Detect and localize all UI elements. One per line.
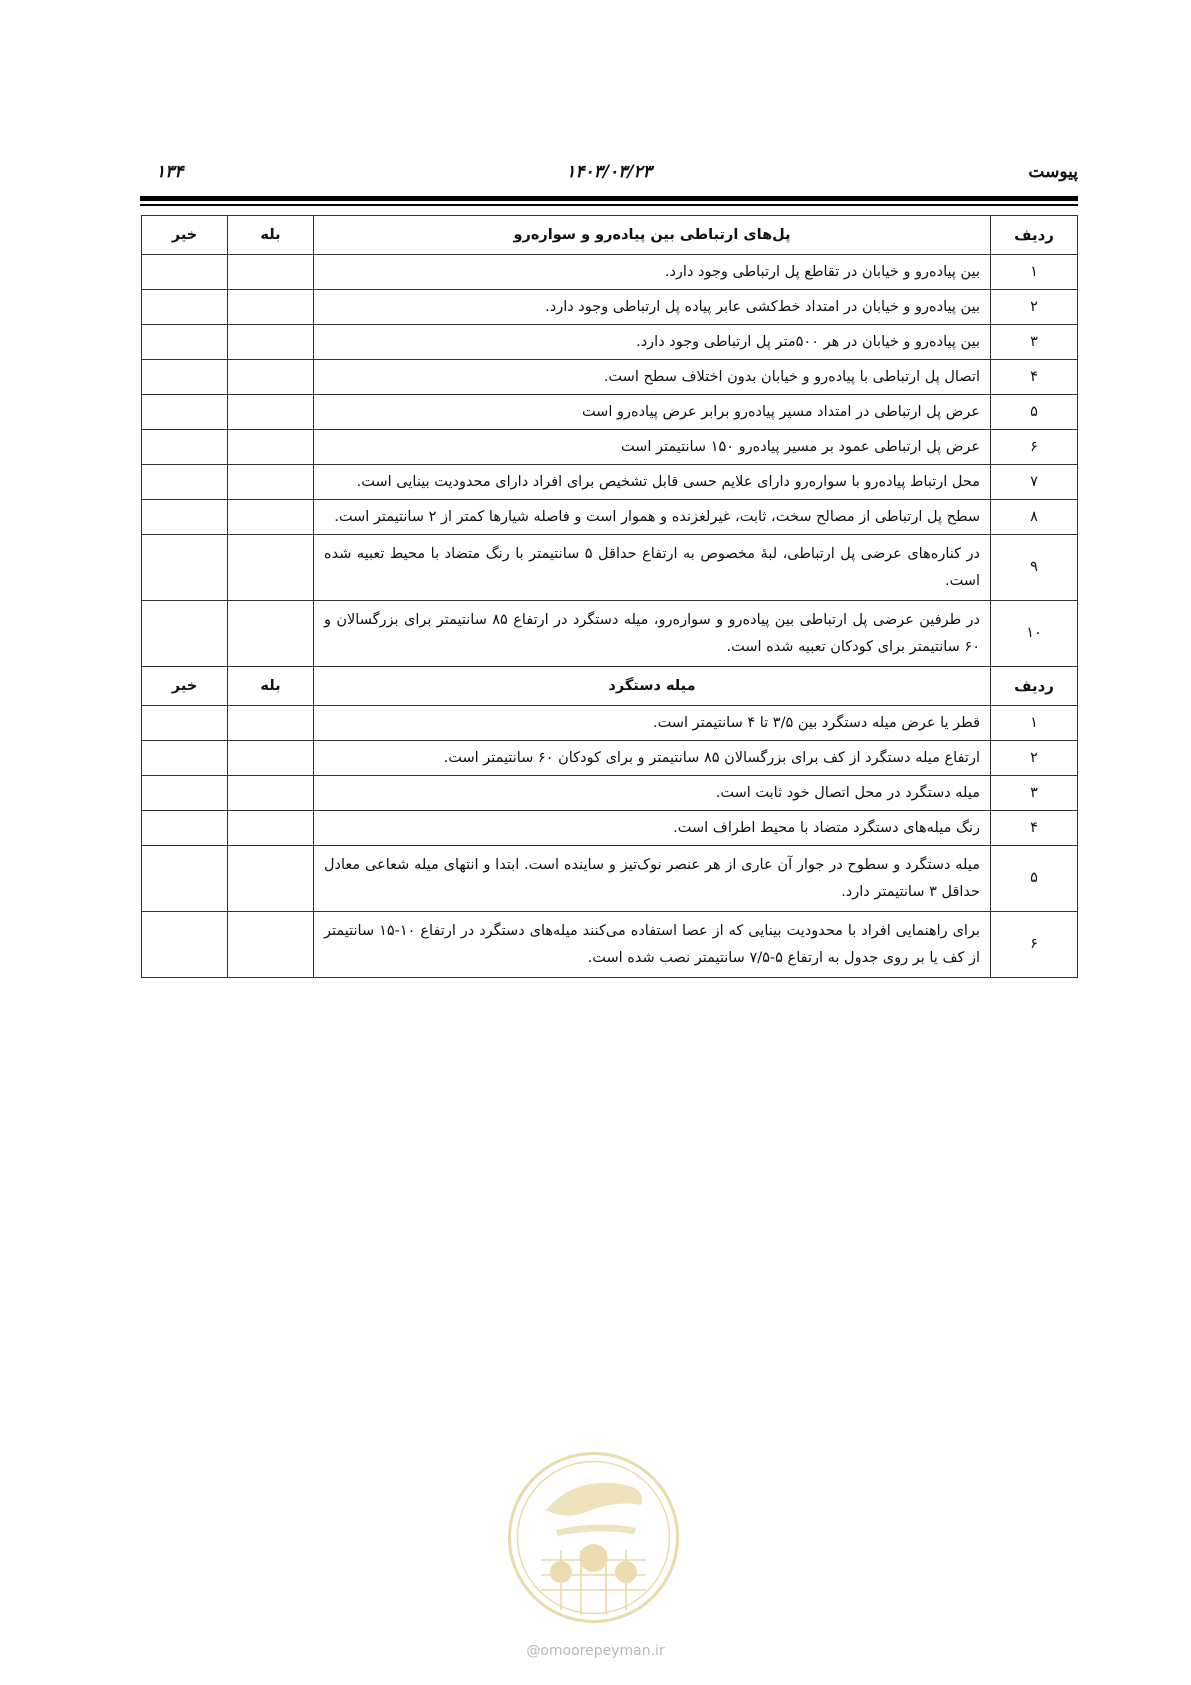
no-cell[interactable] — [142, 395, 228, 430]
row-text: برای راهنمایی افراد با محدودیت بینایی که از عصا استفاده می‌کنند میله‌های دستگرد در ارتفاع ۱۰-۱۵ سانتیمتر از کف یا بر روی جدول به ارتفاع ۵-۷/۵ سانتیمتر نصب شده است. — [314, 912, 991, 978]
table1-header-row — [142, 216, 1078, 255]
table1-header-title: پل‌های ارتباطی بین پیاده‌رو و سواره‌رو — [314, 216, 991, 255]
no-cell[interactable] — [142, 776, 228, 811]
yes-cell[interactable] — [228, 465, 314, 500]
no-cell[interactable] — [142, 741, 228, 776]
row-text: اتصال پل ارتباطی با پیاده‌رو و خیابان بدون اختلاف سطح است. — [314, 360, 991, 395]
watermark-logo — [506, 1450, 681, 1625]
no-cell[interactable] — [142, 430, 228, 465]
no-cell[interactable] — [142, 535, 228, 601]
yes-cell[interactable] — [228, 601, 314, 667]
yes-cell[interactable] — [228, 395, 314, 430]
row-text: میله دستگرد در محل اتصال خود ثابت است. — [314, 776, 991, 811]
row-number: ۵ — [991, 846, 1078, 912]
no-cell[interactable] — [142, 325, 228, 360]
yes-cell[interactable] — [228, 360, 314, 395]
table-row — [142, 776, 1078, 811]
no-cell[interactable] — [142, 912, 228, 978]
row-number: ۲ — [991, 290, 1078, 325]
no-cell[interactable] — [142, 706, 228, 741]
table2-header-row — [142, 667, 1078, 706]
row-text: بین پیاده‌رو و خیابان در امتداد خط‌کشی عابر پیاده پل ارتباطی وجود دارد. — [314, 290, 991, 325]
row-text: بین پیاده‌رو و خیابان در هر ۵۰۰متر پل ارتباطی وجود دارد. — [314, 325, 991, 360]
row-number: ۶ — [991, 912, 1078, 978]
row-text: میله دستگرد و سطوح در جوار آن عاری از هر عنصر نوک‌تیز و ساینده است. ابتدا و انتهای میله شعاعی معادل حداقل ۳ سانتیمتر دارد. — [314, 846, 991, 912]
table-row — [142, 465, 1078, 500]
row-text: سطح پل ارتباطی از مصالح سخت، ثابت، غیرلغزنده و هموار است و فاصله شیارها کمتر از ۲ سانتیمتر است. — [314, 500, 991, 535]
checklist-table — [141, 215, 1078, 978]
no-cell[interactable] — [142, 255, 228, 290]
no-cell[interactable] — [142, 601, 228, 667]
yes-cell[interactable] — [228, 776, 314, 811]
watermark-site: @omoorepeyman.ir — [526, 1643, 665, 1659]
table1-header-num: ردیف — [991, 216, 1078, 255]
no-cell[interactable] — [142, 846, 228, 912]
table-row — [142, 706, 1078, 741]
row-number: ۱۰ — [991, 601, 1078, 667]
yes-cell[interactable] — [228, 290, 314, 325]
yes-cell[interactable] — [228, 912, 314, 978]
yes-cell[interactable] — [228, 811, 314, 846]
table-row — [142, 811, 1078, 846]
table1-header-yes: بله — [228, 216, 314, 255]
table-row — [142, 255, 1078, 290]
row-number: ۹ — [991, 535, 1078, 601]
row-text: در کناره‌های عرضی پل ارتباطی، لبۀ مخصوص به ارتفاع حداقل ۵ سانتیمتر با رنگ متضاد با محیط تعبیه شده است. — [314, 535, 991, 601]
table-row — [142, 430, 1078, 465]
row-number: ۷ — [991, 465, 1078, 500]
row-number: ۴ — [991, 360, 1078, 395]
row-text: عرض پل ارتباطی عمود بر مسیر پیاده‌رو ۱۵۰ سانتیمتر است — [314, 430, 991, 465]
table-row — [142, 912, 1078, 978]
yes-cell[interactable] — [228, 846, 314, 912]
no-cell[interactable] — [142, 360, 228, 395]
yes-cell[interactable] — [228, 255, 314, 290]
row-text: بین پیاده‌رو و خیابان در تقاطع پل ارتباطی وجود دارد. — [314, 255, 991, 290]
yes-cell[interactable] — [228, 500, 314, 535]
no-cell[interactable] — [142, 465, 228, 500]
table2-header-yes: بله — [228, 667, 314, 706]
yes-cell[interactable] — [228, 741, 314, 776]
row-number: ۶ — [991, 430, 1078, 465]
table-row — [142, 741, 1078, 776]
table-row — [142, 535, 1078, 601]
no-cell[interactable] — [142, 811, 228, 846]
table-row — [142, 360, 1078, 395]
row-number: ۳ — [991, 776, 1078, 811]
table1-header-no: خیر — [142, 216, 228, 255]
page-header — [140, 158, 1078, 188]
row-text: در طرفین عرضی پل ارتباطی بین پیاده‌رو و سواره‌رو، میله دستگرد در ارتفاع ۸۵ سانتیمتر برای بزرگسالان و ۶۰ سانتیمتر برای کودکان تعبیه شده است. — [314, 601, 991, 667]
table-row — [142, 325, 1078, 360]
table-row — [142, 290, 1078, 325]
row-number: ۳ — [991, 325, 1078, 360]
header-rule-thick — [140, 196, 1078, 201]
page-number: ۱۳۴ — [156, 162, 184, 182]
row-text: رنگ میله‌های دستگرد متضاد با محیط اطراف است. — [314, 811, 991, 846]
section-title: پیوست — [1028, 162, 1078, 182]
row-number: ۴ — [991, 811, 1078, 846]
no-cell[interactable] — [142, 290, 228, 325]
table-row — [142, 601, 1078, 667]
table-row — [142, 846, 1078, 912]
row-text: قطر یا عرض میله دستگرد بین ۳/۵ تا ۴ سانتیمتر است. — [314, 706, 991, 741]
row-text: محل ارتباط پیاده‌رو با سواره‌رو دارای علایم حسی قابل تشخیص برای افراد دارای محدودیت بینایی است. — [314, 465, 991, 500]
row-number: ۸ — [991, 500, 1078, 535]
row-number: ۱ — [991, 706, 1078, 741]
row-number: ۱ — [991, 255, 1078, 290]
row-text: عرض پل ارتباطی در امتداد مسیر پیاده‌رو برابر عرض پیاده‌رو است — [314, 395, 991, 430]
row-text: ارتفاع میله دستگرد از کف برای بزرگسالان ۸۵ سانتیمتر و برای کودکان ۶۰ سانتیمتر است. — [314, 741, 991, 776]
table-row — [142, 395, 1078, 430]
yes-cell[interactable] — [228, 535, 314, 601]
yes-cell[interactable] — [228, 706, 314, 741]
header-rule-thin — [140, 204, 1078, 206]
yes-cell[interactable] — [228, 325, 314, 360]
table2-header-no: خیر — [142, 667, 228, 706]
row-number: ۵ — [991, 395, 1078, 430]
no-cell[interactable] — [142, 500, 228, 535]
table-row — [142, 500, 1078, 535]
header-date: ۱۴۰۳/۰۳/۲۳ — [566, 162, 652, 182]
table2-header-title: میله دستگرد — [314, 667, 991, 706]
yes-cell[interactable] — [228, 430, 314, 465]
row-number: ۲ — [991, 741, 1078, 776]
table2-header-num: ردیف — [991, 667, 1078, 706]
